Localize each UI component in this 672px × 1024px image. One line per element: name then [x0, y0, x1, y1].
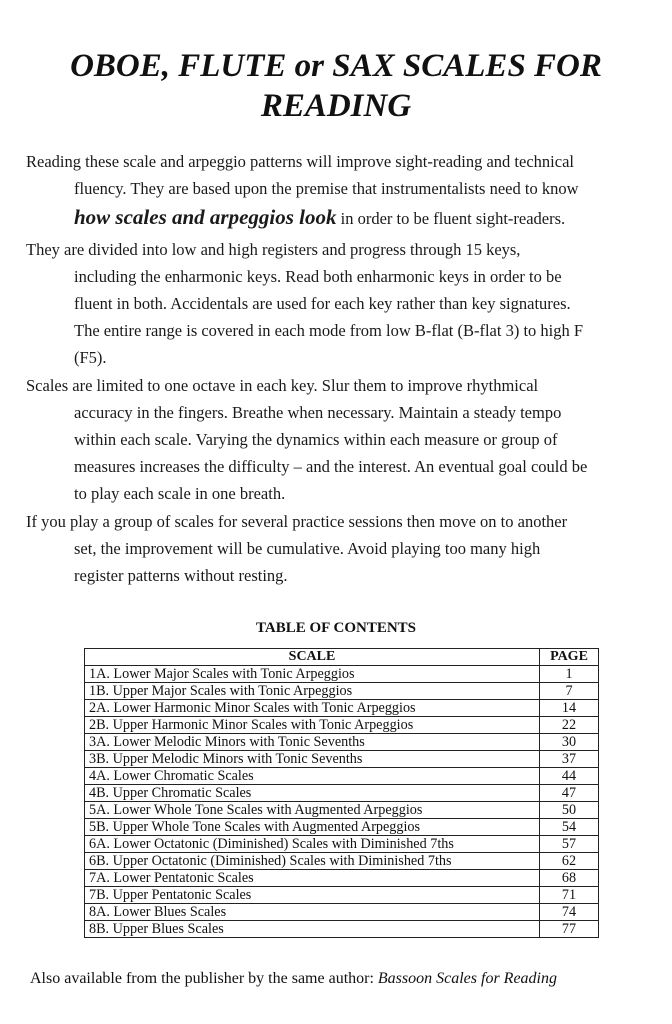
toc-row: [85, 921, 599, 938]
toc-scale-cell: 8B. Upper Blues Scales: [85, 921, 540, 938]
toc-page-cell: 62: [540, 853, 599, 870]
toc-row: [85, 768, 599, 785]
toc-scale-cell: 6B. Upper Octatonic (Diminished) Scales with Diminished 7ths: [85, 853, 540, 870]
toc-row: [85, 717, 599, 734]
toc-row: [85, 836, 599, 853]
toc-page-cell: 22: [540, 717, 599, 734]
toc-row: [85, 853, 599, 870]
registers-paragraph: [26, 236, 646, 371]
octave-paragraph: [26, 372, 646, 507]
toc-page-cell: 50: [540, 802, 599, 819]
toc-page-cell: 77: [540, 921, 599, 938]
text-line: measures increases the difficulty – and the interest. An eventual goal could be: [74, 457, 588, 476]
toc-page-cell: 37: [540, 751, 599, 768]
text-line: [26, 202, 646, 234]
toc-header-row: [85, 649, 599, 666]
toc-scale-cell: 1A. Lower Major Scales with Tonic Arpeggios: [85, 666, 540, 683]
text-line: Reading these scale and arpeggio patterns will improve sight-reading and technical: [26, 152, 574, 171]
text-line: set, the improvement will be cumulative. Avoid playing too many high: [74, 539, 541, 558]
text-line: fluency. They are based upon the premise that instrumentalists need to know: [74, 179, 579, 198]
toc-scale-header: SCALE: [85, 649, 540, 666]
toc-row: [85, 870, 599, 887]
toc-page-cell: 1: [540, 666, 599, 683]
toc-scale-cell: 2B. Upper Harmonic Minor Scales with Tonic Arpeggios: [85, 717, 540, 734]
text-line: including the enharmonic keys. Read both enharmonic keys in order to be: [74, 267, 562, 286]
toc-row: [85, 683, 599, 700]
toc-scale-cell: 7A. Lower Pentatonic Scales: [85, 870, 540, 887]
toc-scale-cell: 8A. Lower Blues Scales: [85, 904, 540, 921]
toc-page-cell: 71: [540, 887, 599, 904]
text-line: to play each scale in one breath.: [74, 484, 286, 503]
toc-scale-cell: 6A. Lower Octatonic (Diminished) Scales with Diminished 7ths: [85, 836, 540, 853]
text-line: They are divided into low and high registers and progress through 15 keys,: [26, 240, 521, 259]
toc-row: [85, 734, 599, 751]
practice-paragraph: [26, 508, 646, 589]
text-line: The entire range is covered in each mode from low B-flat (B-flat 3) to high F: [74, 321, 584, 340]
page-title: [0, 46, 672, 126]
toc-page-cell: 74: [540, 904, 599, 921]
text-line: fluent in both. Accidentals are used for each key rather than key signatures.: [74, 294, 571, 313]
toc-page-cell: 30: [540, 734, 599, 751]
toc-scale-cell: 1B. Upper Major Scales with Tonic Arpeggios: [85, 683, 540, 700]
toc-row: [85, 819, 599, 836]
toc-page-cell: 44: [540, 768, 599, 785]
toc-body: [85, 666, 599, 938]
toc-scale-cell: 7B. Upper Pentatonic Scales: [85, 887, 540, 904]
text-line: accuracy in the fingers. Breathe when necessary. Maintain a steady tempo: [74, 403, 562, 422]
toc-row: [85, 751, 599, 768]
toc-scale-cell: 4A. Lower Chromatic Scales: [85, 768, 540, 785]
toc-scale-cell: 5B. Upper Whole Tone Scales with Augmented Arpeggios: [85, 819, 540, 836]
toc-page-cell: 47: [540, 785, 599, 802]
text-line: Scales are limited to one octave in each key. Slur them to improve rhythmical: [26, 376, 539, 395]
toc-scale-cell: 4B. Upper Chromatic Scales: [85, 785, 540, 802]
toc-page-header: PAGE: [540, 649, 599, 666]
text-line: (F5).: [74, 348, 107, 367]
toc-scale-cell: 2A. Lower Harmonic Minor Scales with Tonic Arpeggios: [85, 700, 540, 717]
footer-book-title: Bassoon Scales for Reading: [377, 970, 557, 987]
text-line: within each scale. Varying the dynamics within each measure or group of: [74, 430, 558, 449]
toc-row: [85, 904, 599, 921]
toc-row: [85, 666, 599, 683]
toc-scale-cell: 5A. Lower Whole Tone Scales with Augmented Arpeggios: [85, 802, 540, 819]
toc-page-cell: 68: [540, 870, 599, 887]
title-line-2: READING: [260, 88, 412, 124]
toc-scale-cell: 3B. Upper Melodic Minors with Tonic Sevenths: [85, 751, 540, 768]
footer-note: [30, 970, 650, 988]
toc-page-cell: 54: [540, 819, 599, 836]
text-line: register patterns without resting.: [74, 566, 288, 585]
text-fragment: in order to be fluent sight-readers.: [336, 209, 566, 228]
emphasis-text: how scales and arpeggios look: [74, 205, 337, 229]
footer-text: Also available from the publisher by the same author:: [30, 970, 378, 987]
toc-page-cell: 7: [540, 683, 599, 700]
toc-row: [85, 887, 599, 904]
text-line: If you play a group of scales for several practice sessions then move on to another: [26, 512, 568, 531]
toc-row: [85, 700, 599, 717]
toc-row: [85, 802, 599, 819]
toc-page-cell: 14: [540, 700, 599, 717]
toc-row: [85, 785, 599, 802]
intro-paragraph: [26, 148, 646, 234]
toc-page-cell: 57: [540, 836, 599, 853]
toc-heading: TABLE OF CONTENTS: [255, 620, 417, 636]
toc-scale-cell: 3A. Lower Melodic Minors with Tonic Sevenths: [85, 734, 540, 751]
toc-table: [84, 648, 599, 938]
title-line-1: OBOE, FLUTE or SAX SCALES FOR: [70, 48, 602, 84]
